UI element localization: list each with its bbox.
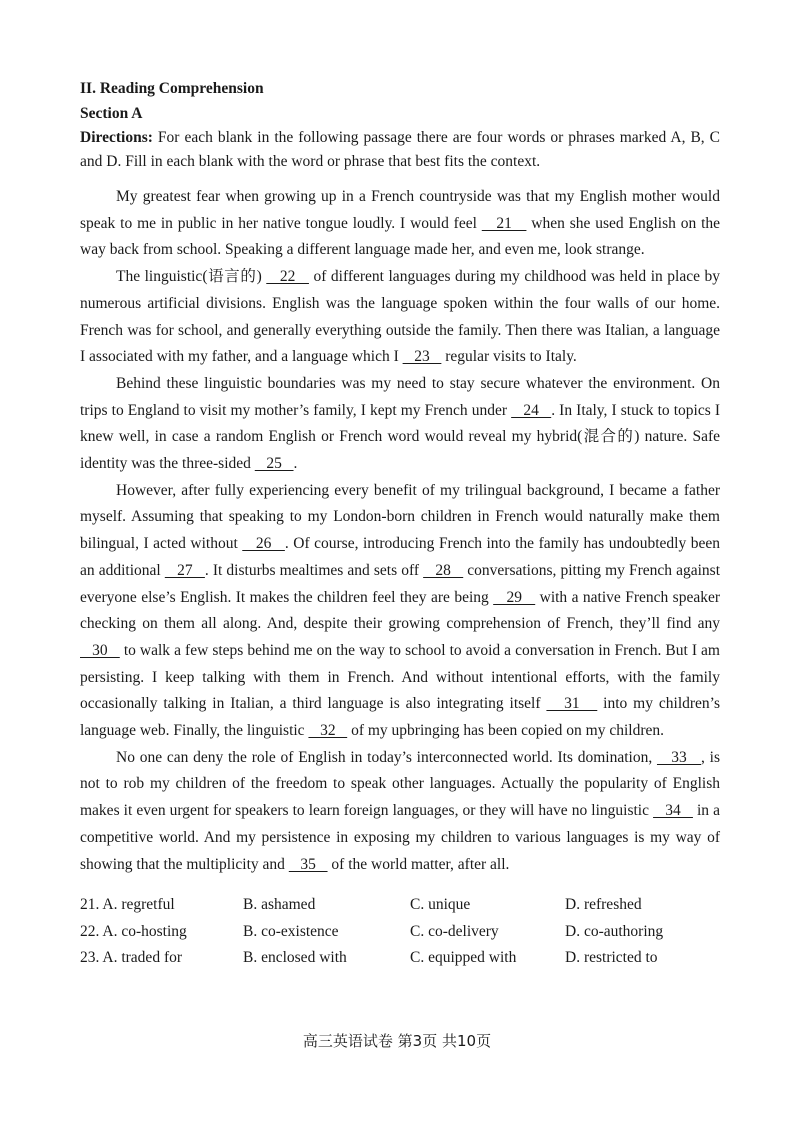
passage-text: of my upbringing has been copied on my children.	[347, 722, 665, 740]
passage-text: The linguistic(语言的)	[116, 268, 267, 286]
answer-blank: 24	[511, 401, 552, 419]
passage-paragraph	[80, 371, 720, 478]
passage-text: to walk a few steps behind me on the way to school to avoid a conversation in French. But I am persisting. I keep talking with them in French. And without intentional efforts, with the family occasionally talking in Italian, a third language is also integrating itself	[80, 641, 720, 713]
option-choice: 22. A. co-hosting	[80, 922, 187, 940]
option-choice: B. ashamed	[243, 896, 316, 914]
option-choice: C. co-delivery	[410, 922, 499, 940]
passage-text: in a competitive world. And my persistence in exposing my children to various languages is my way of showing that the multiplicity and	[80, 802, 721, 873]
directions-label: Directions:	[80, 129, 153, 146]
answer-blank: 32	[308, 722, 348, 740]
answer-blank: 23	[402, 348, 442, 366]
passage-paragraph	[80, 184, 720, 264]
answer-blank: 31	[546, 695, 598, 713]
directions	[80, 126, 720, 174]
option-row	[80, 892, 720, 919]
option-choice: 21. A. regretful	[80, 896, 175, 914]
answer-blank: 22	[266, 268, 309, 286]
answer-blank: 29	[493, 588, 536, 606]
answer-blank: 30	[80, 641, 120, 659]
passage-text: My greatest fear when growing up in a French countryside was that my English mother would speak to me in public in her native tongue loudly. I would feel	[80, 188, 720, 232]
passage-paragraph	[80, 264, 720, 371]
passage-text: when she used English on the way back from school. Speaking a different language made her, and even me, look strange.	[80, 214, 721, 259]
passage	[80, 184, 720, 878]
page-footer: 高三英语试卷 第3页 共10页	[302, 1032, 492, 1050]
answer-blank: 27	[164, 561, 205, 579]
option-choice: B. co-existence	[243, 922, 339, 940]
option-row	[80, 945, 720, 972]
passage-paragraph	[80, 745, 720, 879]
option-choice: C. equipped with	[410, 949, 517, 967]
option-choice: 23. A. traded for	[80, 949, 183, 967]
answer-blank: 26	[242, 535, 285, 553]
option-choice: D. co-authoring	[565, 922, 664, 940]
answer-blank: 33	[656, 748, 702, 766]
passage-text: regular visits to Italy.	[441, 348, 577, 366]
passage-text: into my children’s language web. Finally, the linguistic	[80, 695, 721, 740]
answer-blank: 28	[423, 561, 464, 579]
passage-text: . Of course, introducing French into the family has undoubtedly been an additional	[80, 535, 720, 579]
passage-text: However, after fully experiencing every benefit of my trilingual background, I became a father myself. Assuming that speaking to my London-born children in French would naturally make them bilingual, I acted without	[80, 481, 720, 553]
passage-text: of different languages during my childhood was held in place by numerous artificial divisions. English was the language spoken within the four walls of our home. French was for school, and generally everything outside the family. Then there was Italian, a language I associated with my father, and a language which I	[80, 268, 720, 366]
passage-text: . It disturbs mealtimes and sets off	[204, 561, 424, 579]
passage-text: .	[293, 455, 298, 473]
option-choice: D. refreshed	[565, 896, 642, 914]
passage-paragraph	[80, 478, 720, 745]
option-choice: B. enclosed with	[243, 949, 347, 967]
passage-text: . In Italy, I stuck to topics I knew well, in case a random English or French word would reveal my hybrid(混合的) nature. Safe identity was the three-sided	[80, 401, 720, 473]
section-heading: Section A	[80, 105, 143, 122]
option-choice: C. unique	[410, 896, 471, 914]
option-row	[80, 919, 720, 946]
passage-text: conversations, pitting my French against everyone else’s English. It makes the children feel they are being	[80, 561, 721, 606]
option-choice: D. restricted to	[565, 949, 658, 967]
answer-blank: 35	[288, 855, 328, 873]
passage-text: with a native French speaker checking on them all along. And, despite their growing comprehension of French, they’ll find any	[80, 588, 720, 633]
part-heading: II. Reading Comprehension	[80, 80, 264, 97]
options-list	[80, 892, 720, 972]
directions-text: For each blank in the following passage there are four words or phrases marked A, B, C and D. Fill in each blank with the word or phrase that best fits the context.	[80, 129, 720, 170]
passage-text: , is not to rob my children of the freedom to speak other languages. Actually the popularity of English makes it even urgent for speakers to learn foreign languages, or they will have no linguistic	[80, 748, 721, 820]
answer-blank: 34	[653, 802, 693, 820]
answer-blank: 25	[254, 455, 294, 473]
passage-text: No one can deny the role of English in today’s interconnected world. Its domination,	[116, 748, 657, 766]
passage-text: of the world matter, after all.	[327, 855, 510, 873]
page-content	[80, 76, 720, 972]
answer-blank: 21	[481, 214, 527, 232]
passage-text: Behind these linguistic boundaries was my need to stay secure whatever the environment. On trips to England to visit my mother’s family, I kept my French under	[80, 374, 720, 419]
